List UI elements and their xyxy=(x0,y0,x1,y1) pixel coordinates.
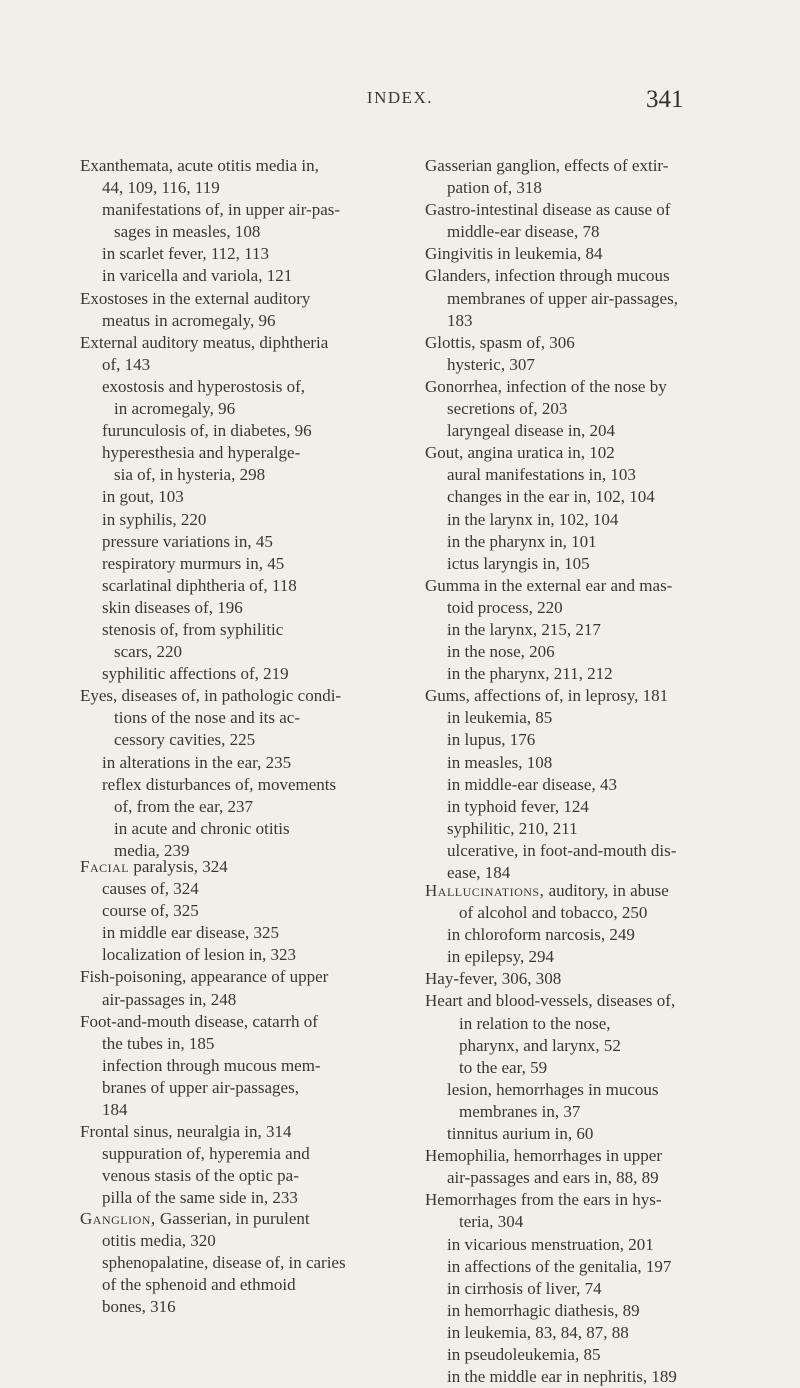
index-subentry-line: reflex disturbances of, movements xyxy=(102,774,337,794)
index-block-ganglion xyxy=(80,1208,404,1318)
index-subentry-line: in vicarious menstruation, 201 xyxy=(447,1234,654,1254)
index-entry-line: Gastro-intestinal disease as cause of xyxy=(425,200,671,220)
index-subentry-line: changes in the ear in, 102, 104 xyxy=(447,487,655,507)
index-subentry-line: in middle ear disease, 325 xyxy=(102,923,280,943)
index-subentry-line: in lupus, 176 xyxy=(447,730,536,750)
index-subentry-line: tions of the nose and its ac- xyxy=(114,708,301,728)
index-subentry-line: scarlatinal diphtheria of, 118 xyxy=(102,575,297,595)
index-subentry-line: syphilitic affections of, 219 xyxy=(102,664,289,684)
index-subentry-line: teria, 304 xyxy=(459,1212,524,1232)
index-entry-line: Gums, affections of, in leprosy, 181 xyxy=(425,686,669,706)
index-subentry-line: infection through mucous mem- xyxy=(102,1055,321,1075)
index-subentry-line: in leukemia, 85 xyxy=(447,708,553,728)
index-subentry-line: hysteric, 307 xyxy=(447,354,535,374)
page-header xyxy=(0,86,800,126)
index-subentry-line: in alterations in the ear, 235 xyxy=(102,752,292,772)
index-subentry-line: in varicella and variola, 121 xyxy=(102,266,293,286)
index-entry-line: Exanthemata, acute otitis media in, xyxy=(80,156,319,175)
page-number: 341 xyxy=(646,86,684,113)
index-subentry-line: air-passages in, 248 xyxy=(102,989,237,1009)
index-entry-line: Glottis, spasm of, 306 xyxy=(425,332,575,352)
index-subentry-line: in affections of the genitalia, 197 xyxy=(447,1256,672,1276)
index-subentry-line: furunculosis of, in diabetes, 96 xyxy=(102,421,312,441)
index-entry-line: Fish-poisoning, appearance of upper xyxy=(80,967,329,987)
index-subentry-line: localization of lesion in, 323 xyxy=(102,945,297,965)
index-subentry-line: lesion, hemorrhages in mucous xyxy=(447,1079,659,1099)
index-subentry-line: syphilitic, 210, 211 xyxy=(447,818,578,838)
index-entry-line: Facial paralysis, 324 xyxy=(80,857,228,876)
index-entry-line: Glanders, infection through mucous xyxy=(425,266,670,286)
index-subentry-line: cessory cavities, 225 xyxy=(114,730,256,750)
index-subentry-line: causes of, 324 xyxy=(102,879,199,899)
index-entry-line: Gonorrhea, infection of the nose by xyxy=(425,376,667,396)
index-block-facial xyxy=(80,856,404,1210)
index-subentry-line: in the pharynx, 211, 212 xyxy=(447,664,613,684)
index-subentry-line: in middle-ear disease, 43 xyxy=(447,774,617,794)
index-subentry-line: secretions of, 203 xyxy=(447,399,568,419)
index-subentry-line: in leukemia, 83, 84, 87, 88 xyxy=(447,1322,629,1342)
entry-keyword: Hallucinations, xyxy=(425,881,545,900)
index-subentry-line: hyperesthesia and hyperalge- xyxy=(102,443,301,463)
index-subentry-line: ease, 184 xyxy=(447,863,511,882)
index-entry-line: Frontal sinus, neuralgia in, 314 xyxy=(80,1122,292,1142)
index-subentry-line: sphenopalatine, disease of, in caries xyxy=(102,1253,346,1273)
index-subentry-line: 44, 109, 116, 119 xyxy=(102,178,220,198)
index-entry-line: Gumma in the external ear and mas- xyxy=(425,575,673,595)
index-subentry-line: suppuration of, hyperemia and xyxy=(102,1144,310,1164)
index-subentry-line: in epilepsy, 294 xyxy=(447,947,555,967)
running-title: INDEX. xyxy=(366,88,434,107)
index-subentry-line: in cirrhosis of liver, 74 xyxy=(447,1278,602,1298)
index-subentry-line: in relation to the nose, xyxy=(459,1013,611,1033)
index-subentry-line: in hemorrhagic diathesis, 89 xyxy=(447,1300,640,1320)
index-entry-line: Exostoses in the external auditory xyxy=(80,288,311,308)
index-entry-line: Foot-and-mouth disease, catarrh of xyxy=(80,1011,318,1031)
index-subentry-line: aural manifestations in, 103 xyxy=(447,465,636,485)
index-subentry-line: in the larynx in, 102, 104 xyxy=(447,509,619,529)
index-subentry-line: in acromegaly, 96 xyxy=(114,399,236,419)
index-subentry-line: membranes of upper air-passages, xyxy=(447,288,678,308)
index-subentry-line: air-passages and ears in, 88, 89 xyxy=(447,1168,659,1188)
index-subentry-line: to the ear, 59 xyxy=(459,1057,548,1077)
index-block-hallucinations xyxy=(425,880,755,1388)
index-subentry-line: in syphilis, 220 xyxy=(102,509,207,529)
index-subentry-line: scars, 220 xyxy=(114,642,182,662)
entry-keyword: Facial xyxy=(80,857,130,876)
index-subentry-line: otitis media, 320 xyxy=(102,1231,216,1251)
index-subentry-line: sages in measles, 108 xyxy=(114,222,261,242)
index-subentry-line: pressure variations in, 45 xyxy=(102,531,273,551)
index-subentry-line: meatus in acromegaly, 96 xyxy=(102,310,276,330)
index-subentry-line: bones, 316 xyxy=(102,1297,176,1317)
index-entry-line: Gasserian ganglion, effects of extir- xyxy=(425,156,669,175)
index-subentry-line: pharynx, and larynx, 52 xyxy=(459,1035,621,1055)
index-subentry-line: the tubes in, 185 xyxy=(102,1033,215,1053)
index-subentry-line: of the sphenoid and ethmoid xyxy=(102,1275,296,1295)
index-subentry-line: branes of upper air-passages, xyxy=(102,1077,299,1097)
index-entry-line: Hallucinations, auditory, in abuse xyxy=(425,881,669,900)
index-entry-line: Ganglion, Gasserian, in purulent xyxy=(80,1209,310,1228)
index-entry-line: Gout, angina uratica in, 102 xyxy=(425,443,615,463)
index-subentry-line: pation of, 318 xyxy=(447,178,542,198)
index-subentry-line: in typhoid fever, 124 xyxy=(447,796,589,816)
index-subentry-line: skin diseases of, 196 xyxy=(102,597,243,617)
index-entry-line: Eyes, diseases of, in pathologic condi- xyxy=(80,686,342,706)
index-entry-line: External auditory meatus, diphtheria xyxy=(80,332,329,352)
index-subentry-line: in scarlet fever, 112, 113 xyxy=(102,244,270,264)
index-block-exanthemata xyxy=(80,155,404,862)
index-subentry-line: of alcohol and tobacco, 250 xyxy=(459,903,648,923)
index-block-gasserian xyxy=(425,155,755,884)
index-subentry-line: membranes in, 37 xyxy=(459,1101,581,1121)
index-subentry-line: of, 143 xyxy=(102,354,151,374)
index-subentry-line: manifestations of, in upper air-pas- xyxy=(102,200,341,220)
index-subentry-line: in the nose, 206 xyxy=(447,642,555,662)
index-subentry-line: in gout, 103 xyxy=(102,487,184,507)
index-subentry-line: 183 xyxy=(447,310,473,330)
index-subentry-line: course of, 325 xyxy=(102,901,199,921)
index-subentry-line: laryngeal disease in, 204 xyxy=(447,421,616,441)
index-entry-line: Heart and blood-vessels, diseases of, xyxy=(425,991,676,1011)
index-entry-line: Hemophilia, hemorrhages in upper xyxy=(425,1146,662,1166)
index-subentry-line: sia of, in hysteria, 298 xyxy=(114,465,266,485)
index-subentry-line: 184 xyxy=(102,1100,128,1120)
index-subentry-line: in pseudoleukemia, 85 xyxy=(447,1344,601,1364)
index-subentry-line: in acute and chronic otitis xyxy=(114,818,290,838)
index-subentry-line: venous stasis of the optic pa- xyxy=(102,1166,299,1186)
index-subentry-line: stenosis of, from syphilitic xyxy=(102,619,284,639)
index-subentry-line: toid process, 220 xyxy=(447,597,563,617)
index-subentry-line: in chloroform narcosis, 249 xyxy=(447,925,635,945)
index-subentry-line: of, from the ear, 237 xyxy=(114,796,254,816)
index-subentry-line: in the pharynx in, 101 xyxy=(447,531,597,551)
index-entry-line: Hemorrhages from the ears in hys- xyxy=(425,1190,662,1210)
index-subentry-line: media, 239 xyxy=(114,840,190,860)
index-subentry-line: middle-ear disease, 78 xyxy=(447,222,600,242)
index-subentry-line: tinnitus aurium in, 60 xyxy=(447,1124,594,1144)
index-subentry-line: pilla of the same side in, 233 xyxy=(102,1188,298,1208)
index-entry-line: Gingivitis in leukemia, 84 xyxy=(425,244,603,264)
index-entry-line: Hay-fever, 306, 308 xyxy=(425,969,562,989)
index-subentry-line: in the middle ear in nephritis, 189 xyxy=(447,1367,677,1387)
index-subentry-line: exostosis and hyperostosis of, xyxy=(102,376,306,396)
index-subentry-line: respiratory murmurs in, 45 xyxy=(102,553,285,573)
index-subentry-line: in measles, 108 xyxy=(447,752,553,772)
index-subentry-line: ictus laryngis in, 105 xyxy=(447,553,590,573)
index-subentry-line: in the larynx, 215, 217 xyxy=(447,619,601,639)
entry-keyword: Ganglion, xyxy=(80,1209,156,1228)
index-subentry-line: ulcerative, in foot-and-mouth dis- xyxy=(447,840,677,860)
